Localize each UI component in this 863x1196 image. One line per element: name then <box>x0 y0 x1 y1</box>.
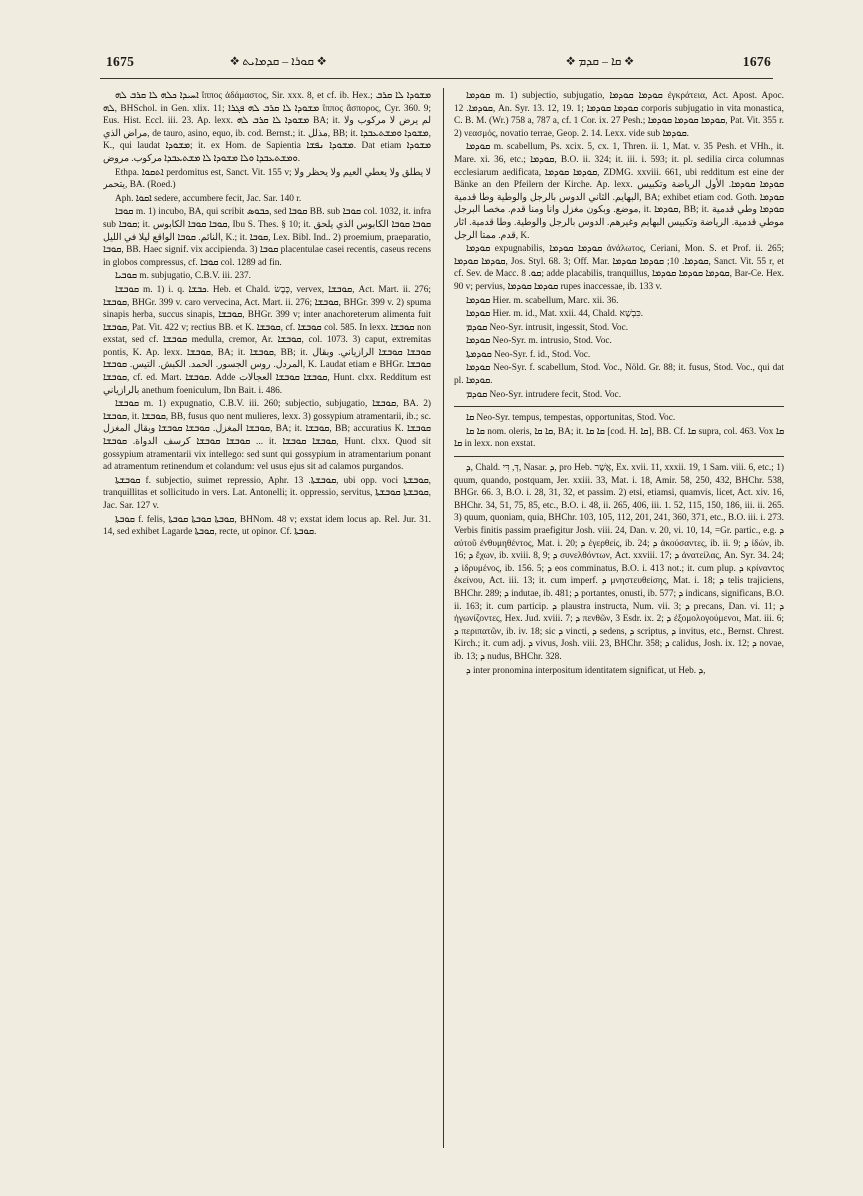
left-column <box>103 90 431 1150</box>
entry-left-8: ܩܘܒܬܐ f. felis, ܩܘܒܬܐ ܩܘܒܬܐ ܩܘܒܬܐ, BHNom. 48 v; exstat idem locus ap. Rel. Jur. 31. 14, sed exhibet Lagarde ܩܘܒܬܐ, recte, ut opinor. Cf. ܩܘܒܬܐ. <box>103 514 431 538</box>
entry-left-7: ܩܘܒܫܬܐ f. subjectio, suimet repressio, Aphr. ܩܘܒܫܬܐ. 13, ubi opp. voci ܩܘܒܫܬܐ, tranquillitas et sollicitudo in vers. Lat. Antonelli; it. oppressio, servitus, ܩܘܒܫܬܐ ܩܘܒܫܬܐ, Jac. Sar. 127 v. <box>103 475 431 511</box>
entry-right-6: ܩܘܕܡܐ Neo-Syr. m. intrusio, Stod. Voc. <box>466 336 612 347</box>
right-column <box>454 90 784 1150</box>
entry-right-5: ܩܘܕܡ Neo-Syr. intrusit, ingessit, Stod. Voc. <box>466 322 629 333</box>
entry-right-3: ܩܘܕܡܐ Hier. m. scabellum, Marc. xii. 36. <box>466 295 619 306</box>
entry-right-1: ܩܘܕܡܐ m. scabellum, Ps. xcix. 5, cx. 1, Thren. ii. 1, Mat. v. 35 Pesh. et VHh., it. Mare. xi. 36, etc.; ܩܘܕܡܐ, B.O. ii. 324; it. iii. i. 593; it. pl. sedilia circa columnas ecclesiarum aedificata, ܩܘܕܡܐ ܩܘܕܡܐ, ZDMG. xxviii. 661, ubi redditum est eine der Bänke an den Pfeilern der Kirche. Ap. lexx. ܩܘܕܡܐ ܩܘܕܡܐ. الأول الرياضة وتكبيس البهايم. الثاني الدوس بالرجل والوطية وطا قدمية, BA; exhibet etiam cod. Goth. ܩܘܕܡܐ موضع. وبكون مغزل وانا ومنا قدم. مخصا البرجل, it. ܩܘܕܡܐ, BB; it. ܩܘܕܡܐ وطي قدمية موطي قدمية. الرياضة وتكبيس البهايم وغيرهم. الدوس بالرجل والوطية. وطا قدمية. اثار قدم. ممتا الرجل, K. <box>454 142 784 241</box>
section-rule-1 <box>454 406 784 407</box>
entry-left-3: ܩܘܒܐ m. 1) incubo, BA, qui scribit ܟܒܘܣ, sed ܩܘܒܐ BB. sub ܩܘܒܐ col. 1032, it. infra sub ܩܘܒܐ; it. ܩܘܒܐ ܩܘܒܐ الكابوس, Ibu S. Thes. § 10; it. ܩܘܒܐ ܩܘܒܐ الكابوس الذي يلحق النائم. ܩܘܒܐ الواقع ليلا في الليل, K.; it. ܩܘܒܐ, Lex. Bibl. Ind.. 2) proemium, praeparatio, ܩܘܒܐ, BB. Haec signif. vix accipienda. 3) ܩܘܒܐ placentulae casei recentis, caseus recens in globos compressus, cf. ܩܘܒܐ col. 1289 ad fin. <box>103 207 431 268</box>
entry-left-5: ܩܘܒܫܐ m. 1) i. q. ܟܒܫܐ. Heb. et Chald. כֶּבֶשׂ, vervex, ܩܘܒܫܐ, Act. Mart. ii. 276; ܩܘܒܫܐ, BHGr. 399 v. caro vervecina, Act. Mart. ii. 276; ܩܘܒܫܐ, BHGr. 399 v. 2) spuma sinapis herba, succus sinapis, ܩܘܒܫܐ, BHGr. 399 v; inter anachoreterum alimenta fuit ܩܘܒܫܐ, Pat. Vit. 422 v; rectius BB. et K. ܩܘܒܫܐ, cf. ܩܘܒܫܐ col. 585. In lexx. ܩܘܒܫܐ non exstat, sed cf. ܩܘܒܫܐ medulla, cremor, Ar. ܩܘܒܫܐ, col. 1073. 3) caput, extremitas pontis, K. Ap. lexx. ܩܘܒܫܐ, BA; it. ܩܘܒܫܐ, BB; it. ܩܘܒܫܐ ܩܘܒܫܐ الرازياني. وبقال المردل. روس الجسور. الحمد. الكبش. التيس. ܩܘܒܫܐ, K. Laudat etiam e BHGr. ܩܘܒܫܐ ܩܘܒܫܐ, cf. ed. Mart. ܩܘܒܫܐ. Adde ܩܘܒܫܐ ܩܘܒܫܐ العجالات, Hunt. clxx. Redditum est بالرازياني anethum foeniculum, Ibn Bait. i. 486. <box>103 284 431 396</box>
entry-right-10: ܩܐ Neo-Syr. tempus, tempestas, opportunitas, Stod. Voc. <box>466 413 676 424</box>
column-divider <box>443 88 444 1148</box>
entry-left-0: ܐܚܝܕܐ ܟܠܗ ܠܐ ܩܪܒ ܠܗ ἵππος ἀδάμαστος, Sir. xxx. 8, et cf. ib. Hex.; ܡܫܘܕܐ ܠܐ ܩܪܒ ܠܗ, BHSchol. in Gen. xlix. 11; ܡܫܘܕܐ ܠܐ ܩܪܒ ܠܗ ܦܓܪܐ ἵππος ἄσπορος, Cyr. 360. 9; Eus. Hist. Eccl. iii. 23. Ap. lexx. ܡܫܘܕܐ ܠܐ ܩܪܒ ܠܗ BA; it. لم يرض لا مركوب ولا مراض الذي, de tauro, asino, equo, ib. cod. Bernst.; it. مذلل, BB; it. ܡܫܘܕܐ ܘܡܫܬܥܒܕܐ, K., qui laudat ܡܫܘܕܐ; it. ex Hom. de Sapientia ܡܫܘܕܐ ܢܦܫܐ. Dat etiam ܡܫܘܕܐ ܘܡܫܬܥܒܕܐ ܘܠܐ ܡܫܘܕܐ ܠܐ ܡܫܬܥܒܕܐ مركوب. مروض. <box>103 91 431 164</box>
right-page-number: 1676 <box>742 54 771 69</box>
entry-left-4: ܩܘܒܝܐ m. subjugatio, C.B.V. iii. 237. <box>115 271 252 282</box>
section-rule-2 <box>454 456 784 457</box>
entry-right-0: ܩܘܕܡܐ m. 1) subjectio, subjugatio, ܩܘܕܡܐ ܩܘܕܡܐ ἐγκράτεια, Act. Apost. Apoc. ܩܘܕܡܐ. 12, An. Syr. 13. 12, 19. 1; ܩܘܕܡܐ ܩܘܕܡܐ corporis subjugatio in vita monastica, C. B. M. (Wr.) 758 a, 787 a, cf. 1 Cor. ix. 27 Pesh.; ܩܘܕܡܐ ܩܘܕܡܐ ܩܘܕܡܐ, Pat. Vit. 355 r. 2) νεασμός, novatio terrae, Geop. 2. 14. Lexx. vide sub ܩܘܕܡܐ. <box>454 91 784 139</box>
entry-right-4: ܩܘܕܡܐ Hier. m. id., Mat. xxii. 44, Chald. כִּבְשָׁא. <box>466 309 644 320</box>
left-running-title: ❖ ܩܘܪܐ ‒ ܩܕܡܐܝܬ ❖ <box>230 54 327 68</box>
entry-right-8: ܩܘܕܡܐ Neo-Syr. f. scabellum, Stod. Voc., Nöld. Gr. 88; it. fusus, Stod. Voc., qui dat pl. ܩܘܕܡܐ. <box>454 363 784 387</box>
entry-right-9: ܩܘܕܡ Neo-Syr. intrudere fecit, Stod. Voc. <box>466 389 622 400</box>
entry-right-7: ܩܘܕܡܬܐ Neo-Syr. f. id., Stod. Voc. <box>466 349 591 360</box>
entry-right-11: ܩܐ ܩܐ nom. oleris, ܩܐ ܩܐ, BA; it. ܩܐ ܩܐ [cod. H. ܩܐ], BB. Cf. ܩܐ supra, col. 463. Vox ܩܐ ܩܐ in lexx. non exstat. <box>454 426 784 450</box>
entry-left-2: Aph. ܐܩܘܐ sedere, accumbere fecit, Jac. Sar. 140 r. <box>115 193 302 204</box>
entry-right-12: ܕ, Chald. דְּ, דִּי, Nasar. ܕ, pro Heb. אֲשֶׁר, Ex. xvii. 11, xxxii. 19, 1 Sam. viii. 6, etc.; 1) quum, quando, postquam, Jer. xxiii. 33, Mat. i. 18, Amir. 58, 250, 432, BHChr. 538, BHGr. 66. 3, B.O. i. 28, 31, 32, et passim. 2) etsi, etiamsi, quamvis, licet, Act. xiv. 16, BHChr. 34, 51, 75, 85, etc., B.O. i. 48, ii. 265, 406, iii. 1. 52, 115, 150, 186, iii. ii. 265. 3) quum, quoniam, quia, BHChr. 103, 105, 112, 201, 241, 360, 371, etc., B.O. iii. i. 273. Verbis finitis passim praefigitur Josh. viii. 24, Dan. v. 20, vi. 10, 14, =Gr. partic., e.g. ܕ αὐτοῦ ἐνθυμηθέντος, Mat. i. 20; ܕ ἐγερθείς, ib. 24; ܕ ἀκούσαντες, ib. ii. 9; ܕ ἰδών, ib. 16; ܕ ἔχων, ib. xviii. 8, 9; ܕ συνελθόντων, Act. xxviii. 17; ܕ ἀνατείλας, An. Syr. 34. 24; ܕ ἱδρυμένος, ib. 156. 5; ܕ eos comminatus, B.O. i. 413 not.; it. cum plup. ܕ κρίναντος ἐκείνου, Act. iii. 13; it. cum imperf. ܕ μνηστευθείσης, Mat. i. 18; ܕ telis trajiciens, BHChr. 289; ܕ indutae, ib. 481; ܕ portantes, onusti, ib. 577; ܕ indicans, significans, B.O. ii. 163; it. cum particip. ܕ plaustra instructa, Num. vii. 3; ܕ precans, Dan. vi. 11; ܕ ἠγωνίζοντες, Hex. Jud. xviii. 7; ܕ πενθῶν, 3 Esdr. ix. 2; ܕ ἐξομολογούμενοι, Mat. iii. 6; ܕ περιπατῶν, ib. iv. 18; sic ܕ vincti, ܕ sedens, ܕ scriptus, ܕ invitus, etc., Bernst. Chrest. Kirch.; it. cum adj. ܕ vivus, Josh. viii. 23, BHChr. 358; ܕ calidus, Josh. ix. 12; ܕ novae, ib. 13; ܕ nudus, BHChr. 328. <box>454 463 784 662</box>
entry-left-1: Ethpa. ܐܬܩܘܐ perdomitus est, Sanct. Vit. 155 v; لا يطلق ولا يعطي العيم ولا يحظر ولا يتحمر, BA. (Roed.) <box>103 167 431 191</box>
header-rule <box>100 78 773 79</box>
left-page-number: 1675 <box>106 54 135 69</box>
right-running-title: ❖ ܩܐ ‒ ܩܕܡ ❖ <box>566 54 634 68</box>
entry-right-13: ܕ inter pronomina interpositum identitatem significat, ut Heb. ܕ, <box>466 665 706 676</box>
entry-left-6: ܩܘܒܫܐ m. 1) expugnatio, C.B.V. iii. 260; subjectio, subjugatio, ܩܘܒܫܐ, BA. 2) ܩܘܒܫܐ, it. ܩܘܒܫܐ, BB, fusus quo nent mulieres, lexx. 3) gossypium atramentarii, ib.; sc. ܩܘܒܫܐ المغزل. ܩܘܒܫܐ ܩܘܒܫܐ وبقال المغزل, BA; it. ܩܘܒܫܐ, BB; accuratius K. ܩܘܒܫܐ ܩܘܒܫܐ ܩܘܒܫܐ كرسف الدواة. ܩܘܒܫܐ ... it. ܩܘܒܫܐ ܩܘܒܫܐ, Hunt. clxx. Quod sit gossypium atramentarii vix intellego: sed sunt qui gossypium in atramentarium ponant ad atramentum retinendum et colandum: vel usus ejus sit ad calamos purgandos. <box>103 399 431 473</box>
entry-right-2: ܩܘܕܡܐ expugnabilis, ܩܘܕܡܐ ܩܘܕܡܐ ἀνάλωτος, Ceriani, Mon. S. et Prof. ii. 265; ܩܘܕܡܐ ܩܘܕܡܐ, Jos. Styl. 68. 3; Off. Mar. ܩܘܕܡܐ. 10; ܩܘܕܡܐ ܩܘܕܡܐ, Sanct. Vit. 55 r, et cf. Sev. de Macc. ܩܘ. 8; adde placabilis, tranquillus, ܩܘܕܡܐ ܩܘܕܡܐ ܩܘܕܡܐ, Bar-Ce. Hex. 90 v; pervius, ܩܘܕܡܐ ܩܘܕܡܐ rupes inaccessae, ib. 133 v. <box>454 244 784 292</box>
